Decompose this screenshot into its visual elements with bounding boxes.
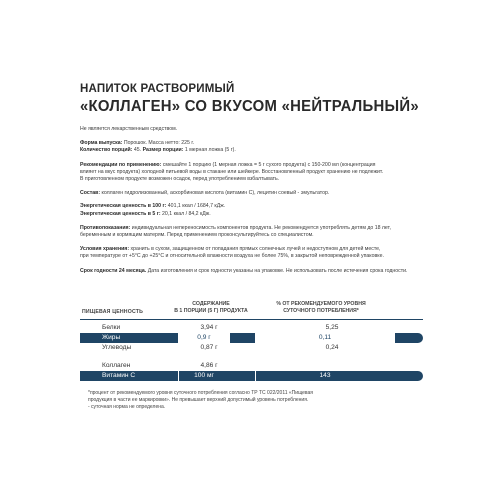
nutrition-table (80, 301, 423, 381)
table-row: Углеводы 0,87 г 0,24 (102, 344, 339, 351)
energy-100g: Энергетическая ценность в 100 г: 401,1 ккал / 1684,7 кДж. (80, 203, 226, 210)
header-content: СОДЕРЖАНИЕ В 1 ПОРЦИИ (5 Г) ПРОДУКТА (174, 301, 248, 314)
usage-line3: В приготовленном продукте возможен осадок, перед употреблением взбалтывать. (80, 176, 280, 183)
table-row: Коллаген 4,86 г (102, 362, 218, 369)
storage-conditions: Условия хранения: хранить в сухом, защищенном от попадания прямых солнечных лучей и недоступном для детей месте, (80, 246, 381, 253)
usage-line2: влияет на вкус продукта) холодной питьевой воды в стакане или шейкере. Восстановленный продукт хранению не подлежит. (80, 168, 384, 175)
storage-line2: при температуре от +5°С до +25°С и относительной влажности воздуха не более 75%, в закрытой неповрежденной упаковке. (80, 253, 384, 260)
header-nutrition-value: ПИЩЕВАЯ ЦЕННОСТЬ (82, 309, 144, 315)
table-row: Витамин С 100 мг 143 (80, 371, 423, 381)
not-medicine-note: Не является лекарственным средством. (80, 126, 178, 132)
label-content (80, 82, 425, 275)
form-info: Форма выпуска: Порошок. Масса нетто: 225 г. (80, 140, 195, 147)
table-header (80, 301, 423, 319)
product-title-line1: НАПИТОК РАСТВОРИМЫЙ (80, 83, 235, 95)
composition-info: Состав: коллаген гидролизованный, аскорбиновая кислота (витамин С), лецитин соевый - эмульгатор. (80, 190, 330, 197)
product-title-line2: «КОЛЛАГЕН» СО ВКУСОМ «НЕЙТРАЛЬНЫЙ» (80, 98, 419, 115)
contraindications-line2: беременным и кормящим матерям. Перед применением проконсультируйтесь со специалистом. (80, 232, 314, 239)
usage-info: Рекомендации по применению: смешайте 1 порцию (1 мерная ложка = 5 г сухого продукта) с 150-200 мл (концентрация (80, 161, 376, 168)
table-row: Жиры 0,9 г 0,11 (80, 333, 423, 343)
table-row: Белки 3,94 г 5,25 (102, 324, 339, 331)
contraindications: Противопоказания: индивидуальная непереносимость компонентов продукта. Не рекомендуется употреблять детям до 18 лет, (80, 224, 391, 231)
shelf-life: Срок годности 24 месяца. Дата изготовления и срок годности указаны на упаковке. Не использовать после истечения срока годности. (80, 267, 408, 274)
energy-5g: Энергетическая ценность в 5 г: 20,1 ккал / 84,2 кДж. (80, 210, 211, 217)
portions-info: Количество порций: 45. Размер порции: 1 мерная ложка (5 г). (80, 147, 236, 154)
footnote: *процент от рекомендуемого уровня суточного потребления согласно ТР ТС 022/2011 «Пищевая продукция в части ее маркировки». Не превышает верхний допустимый уровень потребления. - суточная норма не определена. (88, 390, 313, 410)
header-percent: % ОТ РЕКОМЕНДУЕМОГО УРОВНЯ СУТОЧНОГО ПОТРЕБЛЕНИЯ* (276, 301, 366, 314)
